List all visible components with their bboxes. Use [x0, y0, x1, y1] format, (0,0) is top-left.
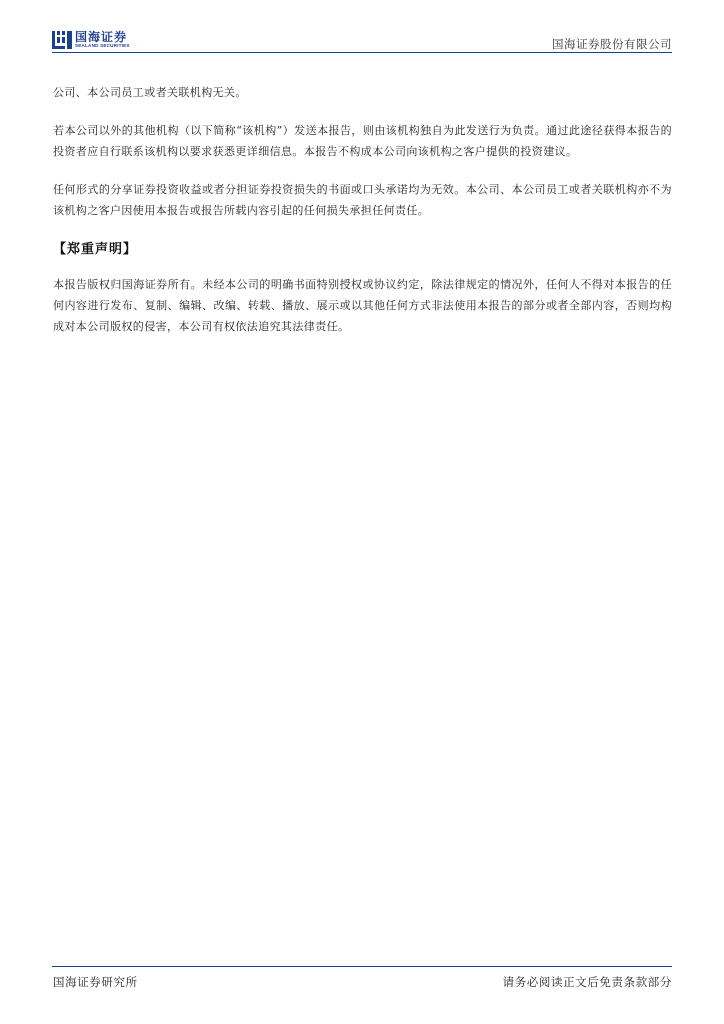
disclaimer-body — [53, 82, 672, 337]
section-heading-declaration: 【郑重声明】 — [53, 242, 138, 257]
paragraph-affiliation: 公司、本公司员工或者关联机构无关。 — [53, 86, 247, 99]
sealand-logo-icon — [52, 30, 72, 50]
logo-english-name: SEALAND SECURITIES — [75, 43, 130, 48]
footer-institute: 国海证券研究所 — [53, 975, 138, 989]
header-divider — [52, 52, 672, 53]
header-company-name: 国海证券股份有限公司 — [552, 37, 672, 51]
footer-divider — [52, 966, 672, 967]
company-logo — [52, 30, 130, 50]
paragraph-third-party-distribution: 若本公司以外的其他机构（以下简称“该机构”）发送本报告，则由该机构独自为此发送行为负责。通过此途径获得本报告的投资者应自行联系该机构以要求获悉更详细信息。本报告不构成本公司向该机构之客户提供的投资建议。 — [53, 124, 672, 158]
footer-disclaimer-note: 请务必阅读正文后免责条款部分 — [502, 975, 672, 989]
paragraph-copyright: 本报告版权归国海证券所有。未经本公司的明确书面特别授权或协议约定，除法律规定的情况外，任何人不得对本报告的任何内容进行发布、复制、编辑、改编、转载、播放、展示或以其他任何方式非法使用本报告的部分或者全部内容，否则均构成对本公司版权的侵害，本公司有权依法追究其法律责任。 — [53, 278, 672, 333]
logo-chinese-name: 国海证券 — [75, 30, 128, 44]
page-header — [52, 30, 672, 52]
paragraph-no-profit-sharing: 任何形式的分享证券投资收益或者分担证券投资损失的书面或口头承诺均为无效。本公司、本公司员工或者关联机构亦不为该机构之客户因使用本报告或报告所载内容引起的任何损失承担任何责任。 — [53, 183, 672, 217]
